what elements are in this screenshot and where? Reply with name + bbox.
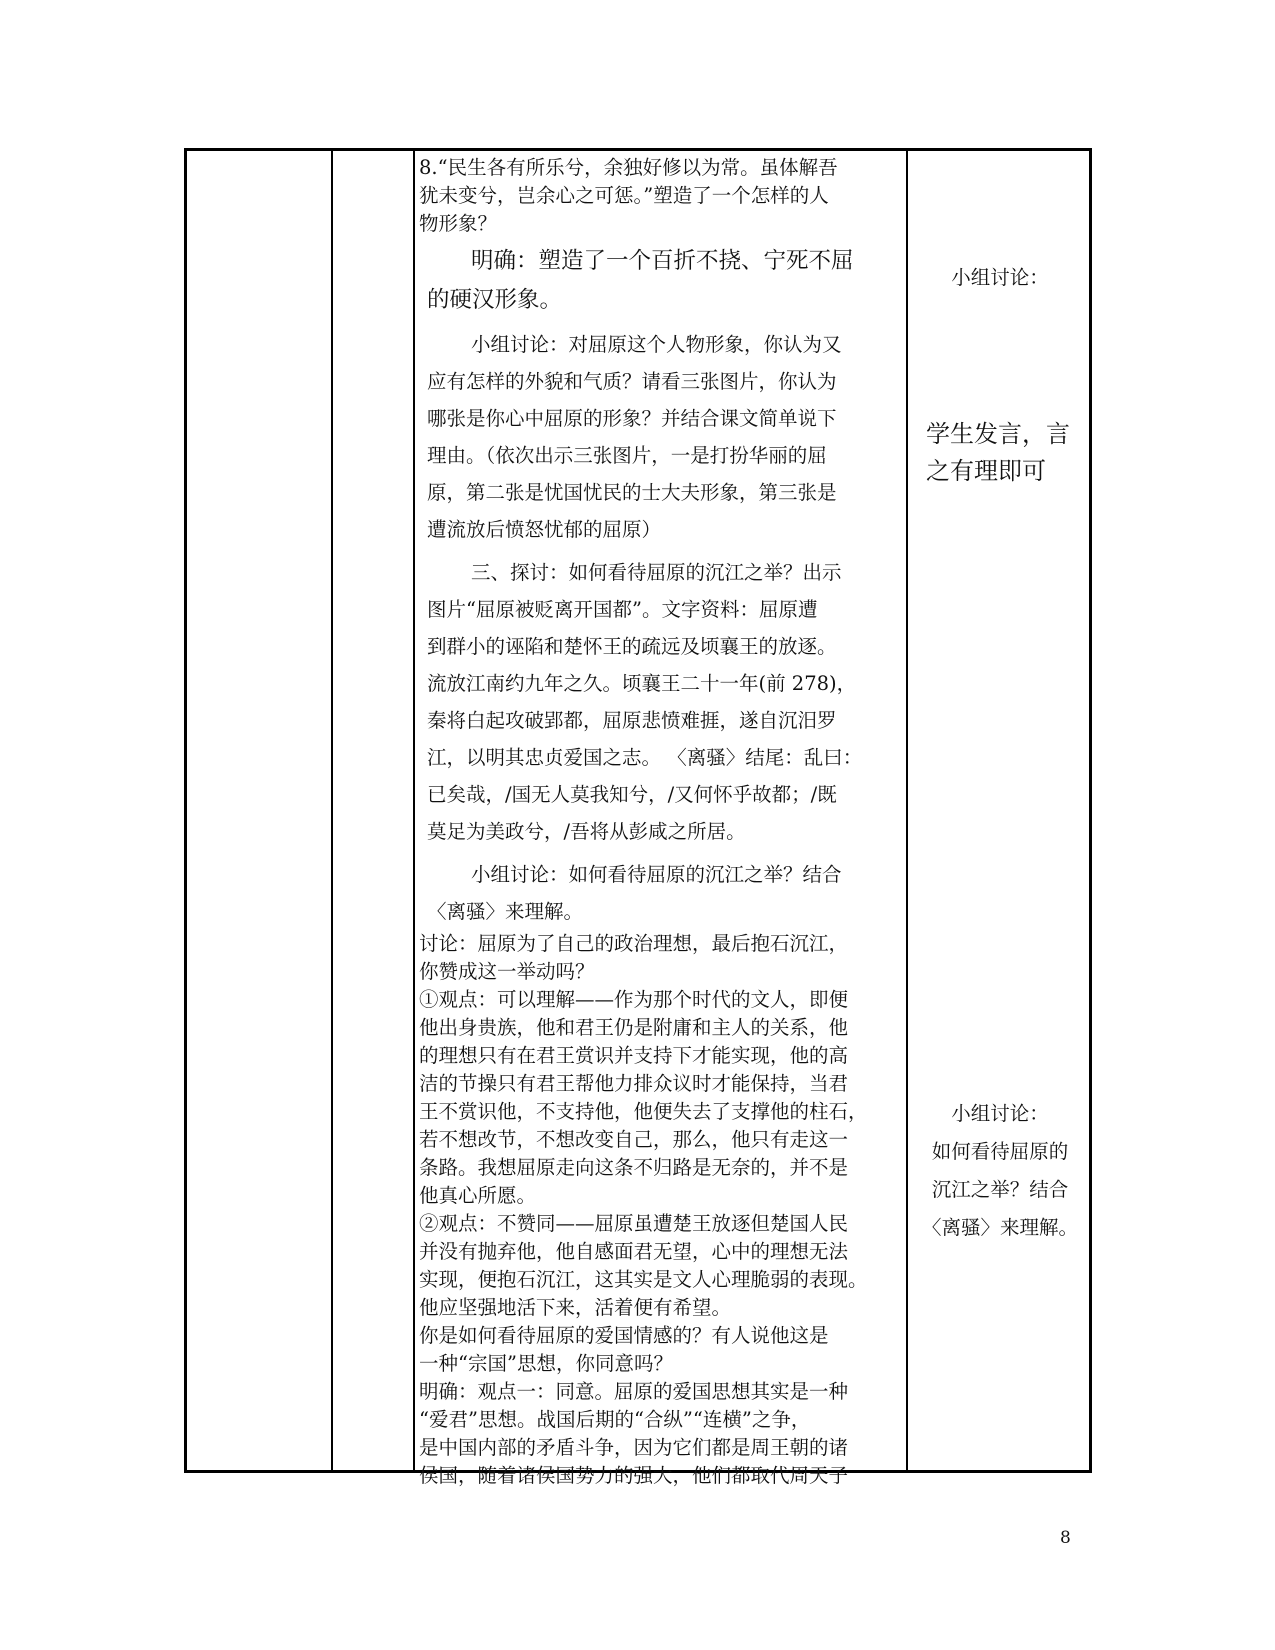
note-student-speech: [914, 416, 1098, 490]
debate-section: [419, 930, 897, 1490]
text-line: 原，第二张是忧国忧民的士大夫形象，第三张是: [427, 481, 837, 504]
text-line: 8.“民生各有所乐兮，余独好修以为常。虽体解吾: [419, 156, 838, 179]
text-line: 之有理即可: [926, 457, 1046, 485]
text-line: 如何看待屈原的: [931, 1140, 1069, 1163]
text-line: 图片“屈原被贬离开国都”。文字资料：屈原遭: [427, 598, 818, 621]
text-line: 王不赏识他，不支持他，他便失去了支撑他的柱石，: [419, 1100, 868, 1123]
text-line: 哪张是你心中屈原的形象？并结合课文简单说下: [427, 407, 837, 430]
text-line: ②观点：不赞同——屈原虽遭楚王放逐但楚国人民: [419, 1212, 849, 1235]
text-line: 小组讨论：对屈原这个人物形象，你认为又: [471, 333, 842, 356]
text-line: 并没有抛弃他，他自感面君无望，心中的理想无法: [419, 1240, 849, 1263]
text-line: 秦将白起攻破郢都，屈原悲愤难捱，遂自沉汨罗: [427, 709, 837, 732]
text-line: 莫足为美政兮，/吾将从彭咸之所居。: [427, 820, 746, 843]
text-line: 实现，便抱石沉江，这其实是文人心理脆弱的表现。: [419, 1268, 868, 1291]
text-line: 理由。（依次出示三张图片，一是打扮华丽的屈: [427, 444, 827, 467]
text-line: 是中国内部的矛盾斗争，因为它们都是周王朝的诸: [419, 1436, 849, 1459]
text-line: 他出身贵族，他和君王仍是附庸和主人的关系，他: [419, 1016, 849, 1039]
text-line: 已矣哉，/国无人莫我知兮，/又何怀乎故都；/既: [427, 783, 837, 806]
text-line: 的硬汉形象。: [427, 287, 563, 313]
text-line: 〈离骚〉来理解。: [921, 1216, 1078, 1239]
discussion-2: [419, 856, 897, 930]
text-line: 小组讨论：: [951, 1102, 1049, 1125]
column-divider-2: [413, 151, 415, 1470]
text-line: 遭流放后愤怒忧郁的屈原）: [427, 518, 662, 541]
lesson-table: [184, 148, 1092, 1487]
text-line: 流放江南约九年之久。顷襄王二十一年(前 278)，: [427, 672, 857, 695]
text-line: 他真心所愿。: [419, 1184, 537, 1207]
note-group-discussion-1: 小组讨论：: [951, 266, 1049, 289]
text-line: 他应坚强地活下来，活着便有希望。: [419, 1296, 732, 1319]
text-line: 一种“宗国”思想，你同意吗？: [419, 1352, 673, 1375]
text-line: 沉江之举？结合: [931, 1178, 1069, 1201]
text-line: 侯国，随着诸侯国势力的强大，他们都取代周天子: [419, 1464, 849, 1487]
text-line: 江，以明其忠贞爱国之志。 〈离骚〉结尾：乱曰：: [427, 746, 863, 769]
text-line: 条路。我想屈原走向这条不归路是无奈的，并不是: [419, 1156, 849, 1179]
text-line: 应有怎样的外貌和气质？请看三张图片，你认为: [427, 370, 837, 393]
question-8: [419, 154, 897, 238]
text-line: 你是如何看待屈原的爱国情感的？有人说他这是: [419, 1324, 829, 1347]
text-line: 小组讨论：如何看待屈原的沉江之举？结合: [471, 863, 842, 886]
text-line: 三、探讨：如何看待屈原的沉江之举？出示: [471, 561, 842, 584]
text-line: 犹未变兮，岂余心之可惩。”塑造了一个怎样的人: [419, 184, 829, 207]
text-line: 物形象？: [419, 212, 498, 235]
text-line: 若不想改节，不想改变自己，那么，他只有走这一: [419, 1128, 849, 1151]
text-line: “爱君”思想。战国后期的“合纵”“连横”之争，: [419, 1408, 811, 1431]
text-line: 洁的节操只有君王帮他力排众议时才能保持，当君: [419, 1072, 849, 1095]
text-line: 〈离骚〉来理解。: [427, 900, 584, 923]
text-line: ①观点：可以理解——作为那个时代的文人，即便: [419, 988, 849, 1011]
note-group-discussion-2: [914, 1095, 1086, 1247]
column-divider-3: [906, 151, 908, 1470]
column-divider-1: [331, 151, 333, 1470]
page-number: 8: [1060, 1528, 1071, 1548]
text-line: 的理想只有在君王赏识并支持下才能实现，他的高: [419, 1044, 849, 1067]
text-line: 到群小的诬陷和楚怀王的疏远及顷襄王的放逐。: [427, 635, 837, 658]
discussion-1: [419, 326, 897, 548]
text-line: 你赞成这一举动吗？: [419, 960, 595, 983]
text-line: 明确：塑造了一个百折不挠、宁死不屈: [471, 248, 854, 274]
answer-8: [419, 242, 897, 320]
text-line: 学生发言，言: [926, 420, 1070, 448]
content-column: [419, 154, 897, 1490]
text-line: 讨论：屈原为了自己的政治理想，最后抱石沉江，: [419, 932, 849, 955]
text-line: 明确：观点一：同意。屈原的爱国思想其实是一种: [419, 1380, 849, 1403]
section-3: [419, 554, 897, 850]
